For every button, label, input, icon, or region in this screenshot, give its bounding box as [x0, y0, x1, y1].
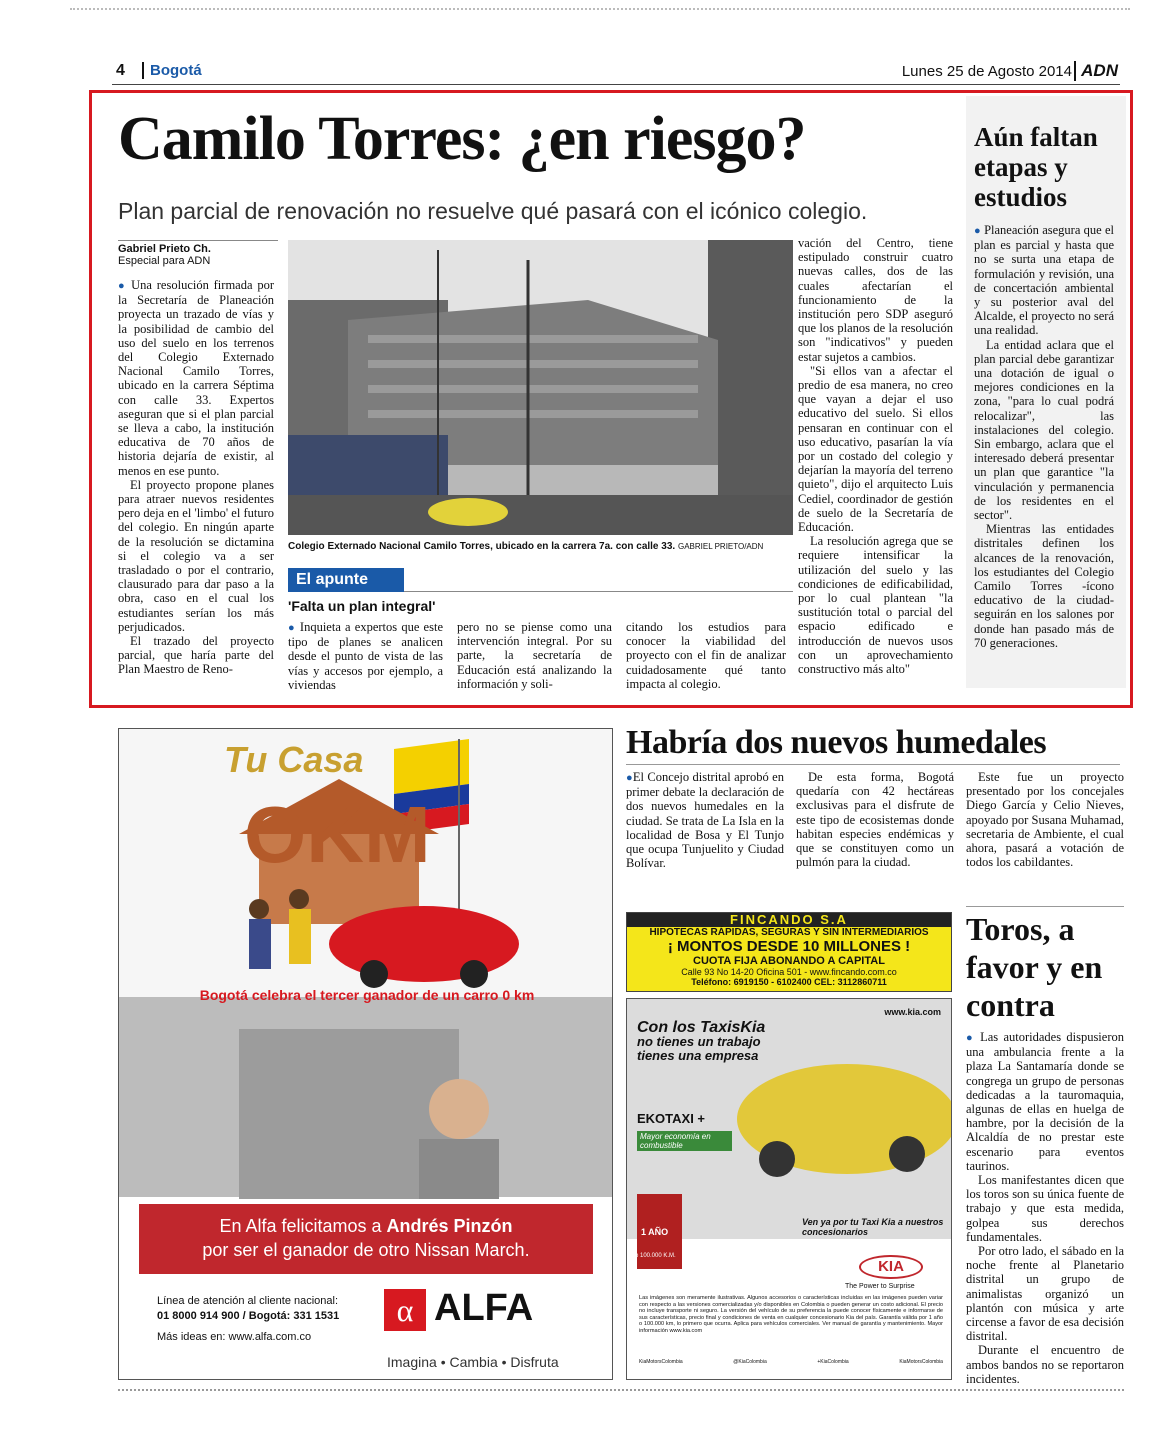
fincando-l2: ¡ MONTOS DESDE 10 MILLONES ! [667, 938, 911, 955]
page-top-border [70, 8, 1130, 10]
apunte-title: 'Falta un plan integral' [288, 598, 436, 614]
kia-warranty-km: o 100.000 K.M. [635, 1253, 676, 1259]
publication-logo: ADN [1074, 61, 1118, 81]
sidebar-p3: Mientras las entidades distritales definen los alcances de la renovación, los estudiantes del Colegio Camilo Torres -ícono educativo de la ciudad- seguirán en los salones por donde han pasado más de 70 generaciones. [974, 522, 1114, 650]
alfa-alpha-icon: α [384, 1289, 426, 1331]
section-name: Bogotá [142, 62, 202, 79]
humedales-column-1 [626, 770, 784, 870]
sidebar-p1: Planeación asegura que el plan es parcial y hasta que no se surta una etapa de formulación y revisión, una de concertación ambiental y su posterior aval del Alcalde, el proyecto no será una realidad. [974, 223, 1114, 338]
issue-date: Lunes 25 de Agosto 2014 [901, 63, 1072, 80]
kia-google: +KiaColombia [817, 1359, 849, 1365]
fincando-l3: CUOTA FIJA ABONANDO A CAPITAL [693, 955, 885, 967]
alfa-tagline: Imagina • Cambia • Disfruta [387, 1354, 559, 1370]
main-col1-p1: Una resolución firmada por la Secretaría de Planeación proyecta un trazado de vías y la posibilidad de cambio del uso del suelo en los terrenos del Colegio Externado Nacional Camilo Torres, ubicado en la carrera Séptima con calle 33. Expertos aseguran que si el plan parcial se lleva a cabo, la institución educativa de 70 años de historia dejaría de existir, al menos en ese punto. [118, 278, 274, 478]
fincando-l1: HIPOTECAS RÁPIDAS, SEGURAS Y SIN INTERMEDIARIOS [649, 927, 929, 938]
alfa-contact-l1: Línea de atención al cliente nacional: [157, 1295, 339, 1307]
alfa-contact [157, 1294, 339, 1345]
school-photo [288, 240, 793, 535]
alfa-brand: ALFA [434, 1287, 534, 1329]
alfa-winner-name: Andrés Pinzón [386, 1216, 513, 1236]
main-subhead: Plan parcial de renovación no resuelve qué pasará con el icónico colegio. [118, 198, 868, 224]
page-number: 4 [116, 62, 125, 79]
main-column-4 [798, 236, 953, 676]
apunte-rule [404, 591, 793, 592]
kia-slogan-l3: tienes una empresa [637, 1048, 759, 1063]
sidebar-p2: La entidad aclara que el plan parcial debe garantizar una dotación de igual o mejores condiciones en la zona, "para lo cual podrá relocalizar", las instalaciones del colegio. Sin embargo, aclara que el interesado deberá presentar un plan que garantice "la vinculación y permanencia de los residentes en el sector". [974, 337, 1114, 523]
bullet-icon: ● [974, 225, 981, 237]
apunte-column-3 [626, 620, 786, 691]
toros-headline: Toros, a favor y en contra [966, 911, 1103, 1023]
byline [118, 240, 278, 267]
alfa-advertisement[interactable] [118, 728, 613, 1380]
humedales-rule [626, 764, 1120, 765]
photo-caption [288, 541, 793, 552]
humedales-c3: Este fue un proyecto presentado por los concejales Diego García y Celio Nieves, apoyado por Susana Muhamad, secretaria de Ambiente, el cual ahora, pasará a votación de todos los cabildantes. [966, 770, 1124, 870]
bullet-icon: ● [626, 772, 633, 784]
kia-youtube: KiaMotorsColombia [899, 1359, 943, 1365]
toros-p2: Los manifestantes dicen que los toros son su única fuente de trabajo y que esta medida, golpea sus derechos fundamentales. [966, 1173, 1124, 1244]
alfa-contact-l3: Más ideas en: www.alfa.com.co [157, 1331, 312, 1343]
sidebar-title: Aún faltan etapas y estudios [974, 122, 1098, 212]
apunte-c3: citando los estudios para conocer la viabilidad del proyecto con el fin de analizar cuidadosamente qué tanto impacta al colegio. [626, 620, 786, 691]
toros-p4: Durante el encuentro de ambos bandos no se reportaron incidentes. [966, 1343, 1124, 1386]
apunte-c2: pero no se piense como una intervención integral. Por su parte, la secretaría de Educación está analizando la información y soli- [457, 620, 612, 691]
main-col1-p3: El trazado del proyecto parcial, que haría parte del Plan Maestro de Reno- [118, 634, 274, 677]
humedales-headline: Habría dos nuevos humedales [626, 724, 1047, 761]
kia-model: EKOTAXI + [637, 1111, 706, 1126]
alfa-promo-line: Bogotá celebra el tercer ganador de un carro 0 km [199, 987, 535, 1003]
kia-advertisement[interactable] [626, 998, 952, 1380]
kia-slogan [637, 1021, 765, 1063]
fincando-advertisement[interactable] [626, 912, 952, 992]
page-header [112, 60, 1120, 84]
fincando-company: FINCANDO S.A [627, 913, 951, 927]
header-rule [112, 84, 1120, 85]
apunte-c1: Inquieta a expertos que este tipo de planes se analicen desde el punto de vista de las vías y accesos por ejemplo, a viviendas [288, 620, 443, 692]
kia-brand-tag: The Power to Surprise [845, 1283, 915, 1290]
kia-legal: Las imágenes son meramente ilustrativas. Algunos accesorios o características incluidas en las imágenes pueden variar con respecto a las versiones comercializadas y/o disponibles en Colombia o pueden generar un costo adicional. El precio no incluye transporte ni seguro. La versión del vehículo de su preferencia la puede conocer físicamente e informarse de sus características, precio final y condiciones de venta en cualquier concesionario Kia del país. Garantía válida por 1 año o 100.000 km, lo primero que ocurra. Aplica para vehículos comerciales. Ver manual de garantía y mantenimiento. Mayor información www.kia.com [639, 1295, 943, 1334]
main-col4-p2: "Si ellos van a afectar el predio de esa manera, no creo que vayan a dejar el uso educativo del suelo. Si ellos pensaran en continuar con el uso educativo, pasarían la vía por un costado del colegio y dejarían la mayoría del terreno quieto", dijo el arquitecto Luis Cediel, coordinador de gestión de suelo de la Secretaría de Educación. [798, 363, 953, 535]
humedales-column-3 [966, 770, 1124, 869]
apunte-column-2 [457, 620, 612, 691]
bullet-icon: ● [966, 1032, 975, 1044]
alfa-winner-banner [139, 1204, 593, 1274]
kia-social [639, 1359, 943, 1365]
humedales-column-2 [796, 770, 954, 869]
kia-brand-logo: KIA [859, 1255, 923, 1279]
fincando-l5: Teléfono: 6919150 - 6102400 CEL: 3112860711 [691, 977, 887, 987]
fincando-l4: Calle 93 No 14-20 Oficina 501 - www.fincando.com.co [681, 967, 897, 977]
author-name: Gabriel Prieto Ch. [118, 243, 211, 255]
main-col4-p3: La resolución agrega que se requiere intensificar la utilización del suelo y las condiciones de edificabilidad, por lo cual plantean "la sustitución total o parcial del espacio edificado e introducción de nuevos usos con un aprovechamiento constructivo más alto" [798, 534, 953, 677]
alfa-banner-l2: por ser el ganador de otro Nissan March. [202, 1240, 530, 1260]
kia-url: www.kia.com [884, 1007, 941, 1017]
kia-twitter: @KiaColombia [733, 1359, 767, 1365]
toros-rule [966, 906, 1124, 907]
kia-warranty: 1 AÑO [641, 1227, 669, 1237]
kia-facebook: KiaMotorsColombia [639, 1359, 683, 1365]
kia-cta: Ven ya por tu Taxi Kia a nuestros concesionarios [802, 1217, 944, 1237]
page-bottom-rule [118, 1389, 1124, 1391]
main-col4-p1: vación del Centro, tiene estipulado construir cuatro nuevas calles, dos de las cuales afectarían el funcionamiento de la institución pero SDP aseguró que los planos de la resolución son "indicativos" y pueden estar sujetos a cambios. [798, 236, 953, 364]
sidebar-column [974, 223, 1114, 650]
alfa-promo-title: Tu Casa [224, 739, 364, 780]
caption-text: Colegio Externado Nacional Camilo Torres, ubicado en la carrera 7a. con calle 33. [288, 541, 676, 552]
apunte-label: El apunte [288, 568, 404, 592]
kia-slogan-l2: no tienes un trabajo [637, 1034, 761, 1049]
humedales-c1: El Concejo distrital aprobó en primer debate la declaración de dos nuevos humedales en la ciudad. Se trata de La Isla en la localidad de Bosa y El Tunjo que ocupa Tunjuelito y Ciudad Bolívar. [626, 770, 784, 871]
alfa-contact-l2: 01 8000 914 900 / Bogotá: 331 1531 [157, 1310, 340, 1322]
kia-claim: Mayor economía en combustible [637, 1131, 732, 1151]
photo-credit: GABRIEL PRIETO/ADN [677, 542, 764, 551]
bullet-icon: ● [118, 280, 127, 292]
bullet-icon: ● [288, 622, 296, 634]
author-role: Especial para ADN [118, 255, 211, 267]
humedales-c2: De esta forma, Bogotá quedaría con 42 hectáreas exclusivas para el disfrute de este tipo de ecosistemas donde habitan especies endémicas y que se constituyen como un pulmón para la ciudad. [796, 770, 954, 870]
main-column-1 [118, 278, 274, 677]
main-headline: Camilo Torres: ¿en riesgo? [118, 105, 806, 173]
apunte-column-1 [288, 620, 443, 692]
toros-column [966, 1030, 1124, 1386]
toros-p1: Las autoridades dispusieron una ambulancia frente a la plaza La Santamaría donde se congrega un grupo de personas dedicadas a la tauromaquia, algunas de ellas en huelga de hambre, por la decisión de la Alcaldía de no prestar este escenario para eventos taurinos. [966, 1030, 1124, 1173]
toros-p3: Por otro lado, el sábado en la noche frente al Planetario distrital un grupo de animalistas organizó un plantón con música y arte circense a favor de esa decisión distrital. [966, 1244, 1124, 1344]
alfa-promo-big: OKM [244, 790, 431, 879]
kia-slogan-l1: Con los TaxisKia [637, 1019, 766, 1036]
main-col1-p2: El proyecto propone planes para atraer nuevos residentes pero deja en el 'limbo' el futuro del colegio. En ningún aparte de la resolución se dictamina si el colegio va a ser trasladado o por el contrario, clausurado para dar paso a la obra, caso en el cual los estudiantes serían los más perjudicados. [118, 477, 274, 634]
alfa-banner-pre: En Alfa felicitamos a [219, 1216, 387, 1236]
